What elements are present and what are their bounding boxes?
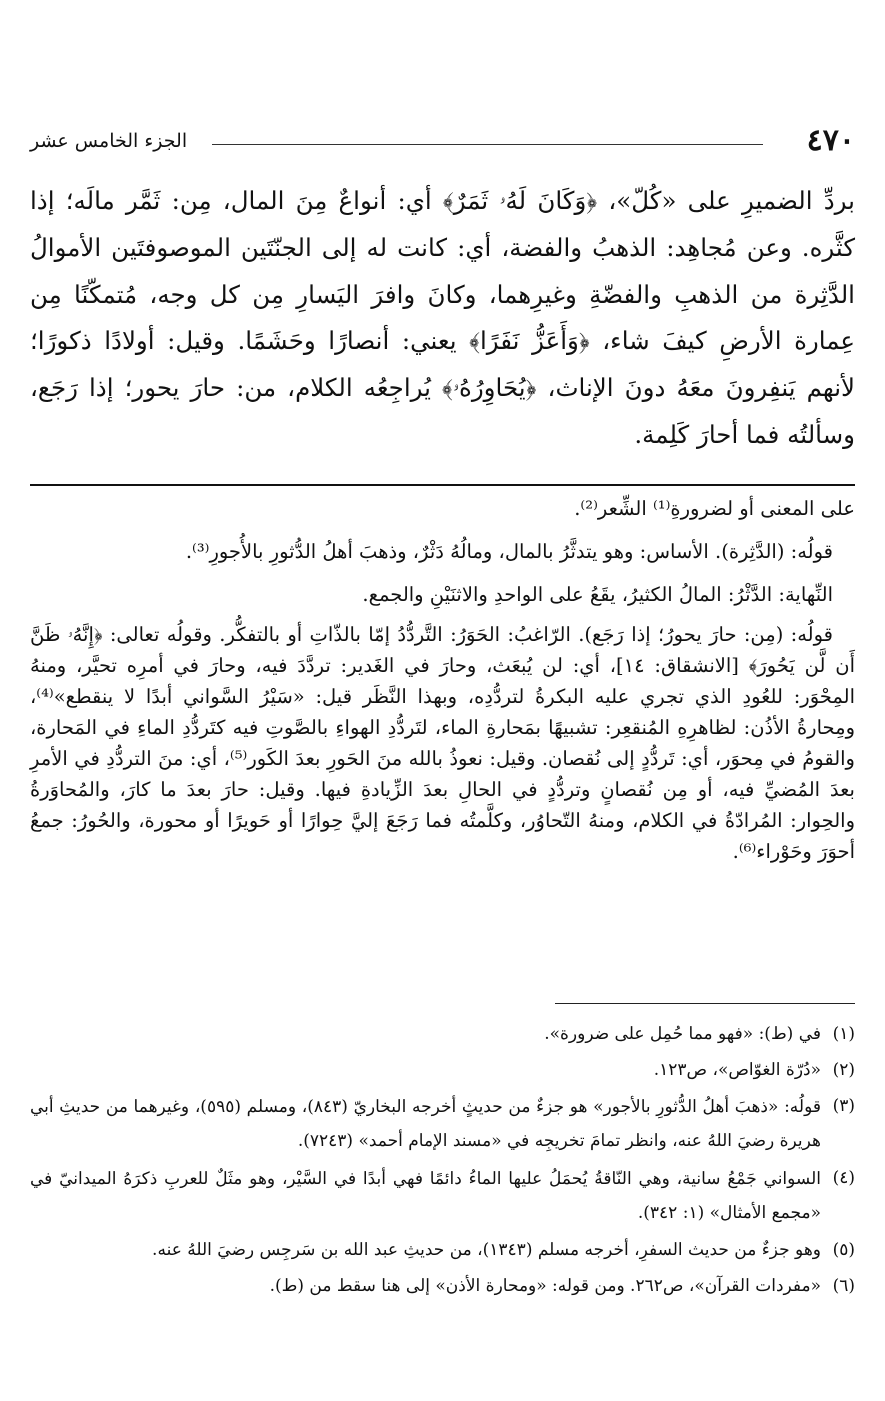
footnote-number: (٣) xyxy=(832,1096,855,1116)
commentary xyxy=(30,490,855,873)
footnote-number: (٥) xyxy=(832,1240,855,1260)
page-number: ٤٧٠ xyxy=(806,123,855,158)
footnote-number: (٦) xyxy=(832,1276,855,1296)
footnote-item xyxy=(30,1162,855,1230)
header-rule xyxy=(212,144,763,145)
footnote-item xyxy=(30,1234,855,1266)
main-paragraph: بردِّ الضميرِ على «كُلّ»، ﴿وَكَانَ لَهُۥ ثَمَرٌ﴾ أي: أنواعٌ مِنَ المال، مِن: ثَمَّر مالَه؛ إذا كثَّره. وعن مُجاهِد: الذهبُ والفضة، أي: كانت له إلى الجنّتَين الموصوفتَين الأموالُ الدَّثِرة من الذهبِ والفضّةِ وغيرِهما، وكانَ وافرَ اليَسارِ مِن كل وجه، مُتمكّنًا مِن عِمارة الأرضِ كيفَ شاء، ﴿وَأَعَزُّ نَفَرًا﴾ يعني: أنصارًا وحَشَمًا. وقيل: أولادًا ذكورًا؛ لأنهم يَنفِرونَ معَهُ دونَ الإناث، ﴿يُحَاوِرُهُۥ﴾ يُراجِعُه الكلام، من: حارَ يحور؛ إذا رَجَع، وسألتُه فما أحارَ كَلِمة. xyxy=(30,186,855,449)
footnote-item xyxy=(30,1090,855,1158)
footnote-text: وهو جزءٌ من حديث السفرِ، أخرجه مسلم (١٣٤٣)، من حديثِ عبد الله بن سَرجِس رضيَ اللهُ عنه. xyxy=(152,1240,821,1260)
book-page xyxy=(30,0,855,1401)
footnote-item xyxy=(30,1054,855,1086)
main-text-divider xyxy=(30,484,855,486)
footnote-divider xyxy=(555,1003,855,1004)
commentary-paragraph: قولُه: (الدَّثِرة). الأساس: وهو يتدثَّرُ بالمال، ومالُهُ دَثْرٌ، وذهبَ أهلُ الدُّثورِ بالأُجورِ⁽³⁾. xyxy=(185,540,833,563)
commentary-paragraph: النِّهاية: الدَّثْرُ: المالُ الكثيرُ، يقَعُ على الواحدِ والاثنَيْنِ والجمع. xyxy=(362,583,833,606)
footnote-text: «مفردات القرآن»، ص٢٦٢. ومن قوله: «ومحارة الأذن» إلى هنا سقط من (ط). xyxy=(269,1276,821,1296)
commentary-continuation: على المعنى أو لضرورةِ⁽¹⁾ الشِّعر⁽²⁾. xyxy=(574,497,855,520)
footnote-text: في (ط): «فهو مما حُمِل على ضرورة». xyxy=(544,1024,821,1044)
footnote-item xyxy=(30,1270,855,1302)
running-header xyxy=(30,118,855,164)
footnotes xyxy=(30,1018,855,1306)
footnote-item xyxy=(30,1018,855,1050)
footnote-number: (٢) xyxy=(832,1060,855,1080)
footnote-number: (١) xyxy=(832,1024,855,1044)
footnote-text: قولُه: «ذهبَ أهلُ الدُّثورِ بالأجور» هو جزءٌ من حديثٍ أخرجه البخاريّ (٨٤٣)، ومسلم (٥٩٥)، وغيرهما من حديثِ أبي هريرة رضيَ اللهُ عنه، وانظر تمامَ تخريجِه في «مسند الإمام أحمد» (٧٢٤٣). xyxy=(30,1097,821,1151)
footnote-text: السواني جَمْعُ سانية، وهي النّاقةُ يُحمَلُ عليها الماءُ دائمًا فهي أبدًا في السَّيْر، وهو مثَلٌ للعربِ ذكرَهُ الميدانيّ في «مجمع الأمثال» (١: ٣٤٢). xyxy=(30,1169,821,1223)
commentary-paragraph: قولُه: (مِن: حارَ يحورُ؛ إذا رَجَع). الرّاغبُ: الحَوَرُ: التَّردُّدُ إمّا بالذّاتِ أو بالتفكُّر. وقولُه تعالى: ﴿إِنَّهُۥ ظَنَّ أَن لَّن يَحُورَ﴾ [الانشقاق: ١٤]، أي: لن يُبعَث، وحارَ في الغَدير: تردَّدَ فيه، وحارَ في أمرِه تحيَّر، ومنهُ المِحْوَر: للعُودِ الذي تجري عليه البكرةُ لتردُّدِه، وبهذا النَّظَر قيل: «سَيْرُ السَّواني أبدًا لا ينقطع»⁽⁴⁾، ومِحارةُ الأذُن: لظاهرِهِ المُنقعِر: تشبيهًا بمَحارةِ الماء، لتَردُّدِ الهواءِ بالصَّوتِ فيه كتَردُّدِ الماءِ في المَحارة، والقومُ في مِحوَر، أي: تَردُّدٍ إلى نُقصان. وقيل: نعوذُ بالله منَ الحَورِ بعدَ الكَور⁽⁵⁾، أي: منَ التردُّدِ في الأمرِ بعدَ المُضيِّ فيه، أو مِن نُقصانٍ وتردُّدٍ في الحالِ بعدَ الزِّيادةِ فيها. وقيل: حارَ بعدَ ما كارَ، والمُحاوَرةُ والحِوار: المُرادّةُ في الكلام، ومنهُ التّحاوُر، وكلَّمتُه فما رَجَعَ إليَّ حِوارًا أو حَويرًا أو محورة، والحُورُ: جمعُ أحوَرَ وحَوْراء⁽⁶⁾. xyxy=(30,623,855,863)
part-title: الجزء الخامس عشر xyxy=(30,130,188,152)
footnote-text: «دُرّة الغوّاص»، ص١٢٣. xyxy=(653,1060,821,1080)
footnote-number: (٤) xyxy=(832,1168,855,1188)
main-text xyxy=(30,178,855,459)
